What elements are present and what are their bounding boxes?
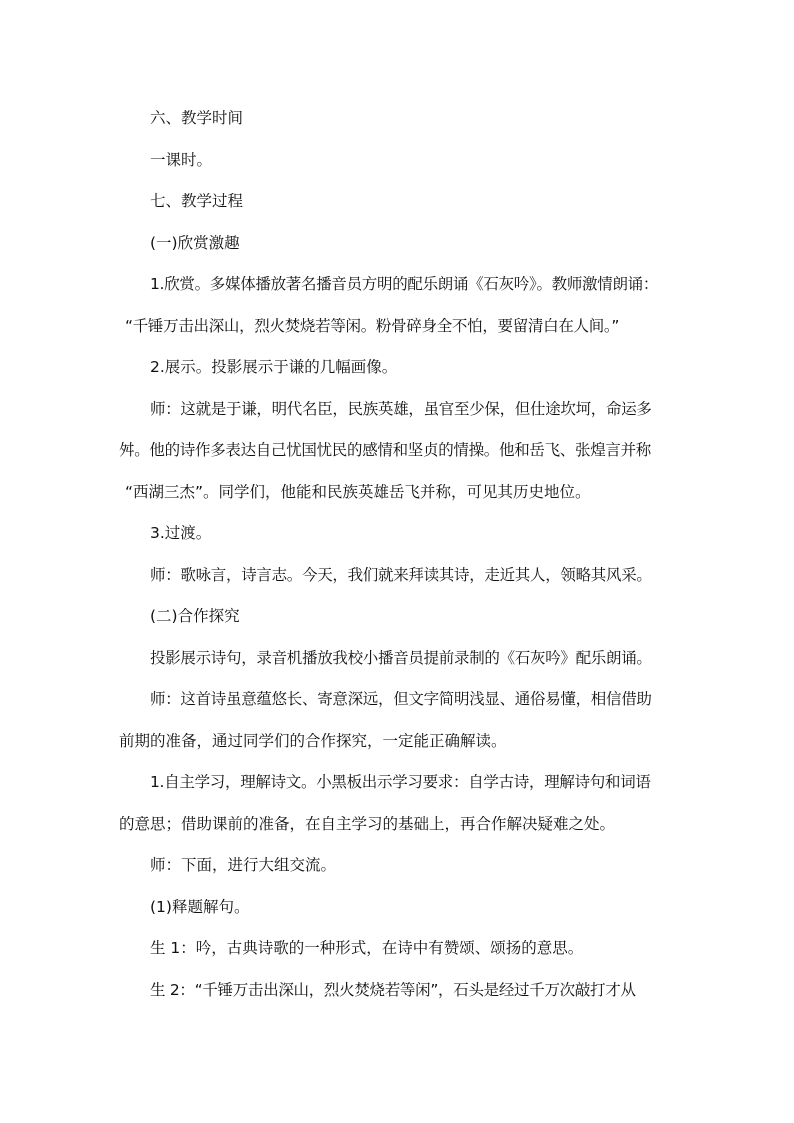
paragraph-line: 的意思；借助课前的准备，在自主学习的基础上，再合作解决疑难之处。: [119, 814, 616, 833]
paragraph-line: 2.展示。投影展示于谦的几幅画像。: [150, 358, 398, 376]
paragraph-line: 舛。他的诗作多表达自己忧国忧民的感情和坚贞的情操。他和岳飞、张煌言并称: [119, 441, 652, 459]
section-heading-teaching-time: 六、教学时间: [150, 109, 244, 127]
paragraph: 一课时。: [150, 150, 213, 169]
paragraph-line: “千锤万击出深山，烈火焚烧若等闲。粉骨碎身全不怕，要留清白在人间。”: [125, 316, 620, 335]
document-body: [119, 103, 679, 1016]
subsection-heading-cooperative-inquiry: (二)合作探究: [150, 607, 240, 625]
section-heading-teaching-process: 七、教学过程: [150, 192, 244, 210]
paragraph-line: 师：这首诗虽意蕴悠长、寄意深远，但文字简明浅显、通俗易懂，相信借助: [150, 690, 652, 708]
subsection-heading-appreciation: (一)欣赏激趣: [150, 233, 240, 252]
paragraph-line: 师：歌咏言，诗言志。今天，我们就来拜读其诗，走近其人，领略其风采。: [150, 565, 652, 584]
paragraph-line: (1)释题解句。: [150, 897, 250, 916]
paragraph-line: 生 1：吟，古典诗歌的一种形式，在诗中有赞颂、颂扬的意思。: [150, 939, 584, 957]
paragraph-line: 师：这就是于谦，明代名臣，民族英雄，虽官至少保，但仕途坎坷，命运多: [150, 399, 652, 418]
paragraph-line: 生 2：“千锤万击出深山，烈火焚烧若等闲”，石头是经过千万次敲打才从: [150, 980, 636, 999]
paragraph-line: “西湖三杰”。同学们，他能和民族英雄岳飞并称，可见其历史地位。: [125, 482, 591, 501]
paragraph-line: 投影展示诗句，录音机播放我校小播音员提前录制的《石灰吟》配乐朗诵。: [150, 648, 652, 667]
paragraph-line: 3.过渡。: [150, 524, 212, 542]
paragraph-line: 前期的准备，通过同学们的合作探究，一定能正确解读。: [119, 731, 507, 750]
paragraph-line: 1.自主学习，理解诗文。小黑板出示学习要求：自学古诗，理解诗句和词语: [150, 773, 651, 791]
paragraph-line: 1.欣赏。多媒体播放著名播音员方明的配乐朗诵《石灰吟》。教师激情朗诵：: [150, 275, 659, 293]
paragraph-line: 师：下面，进行大组交流。: [150, 856, 337, 874]
